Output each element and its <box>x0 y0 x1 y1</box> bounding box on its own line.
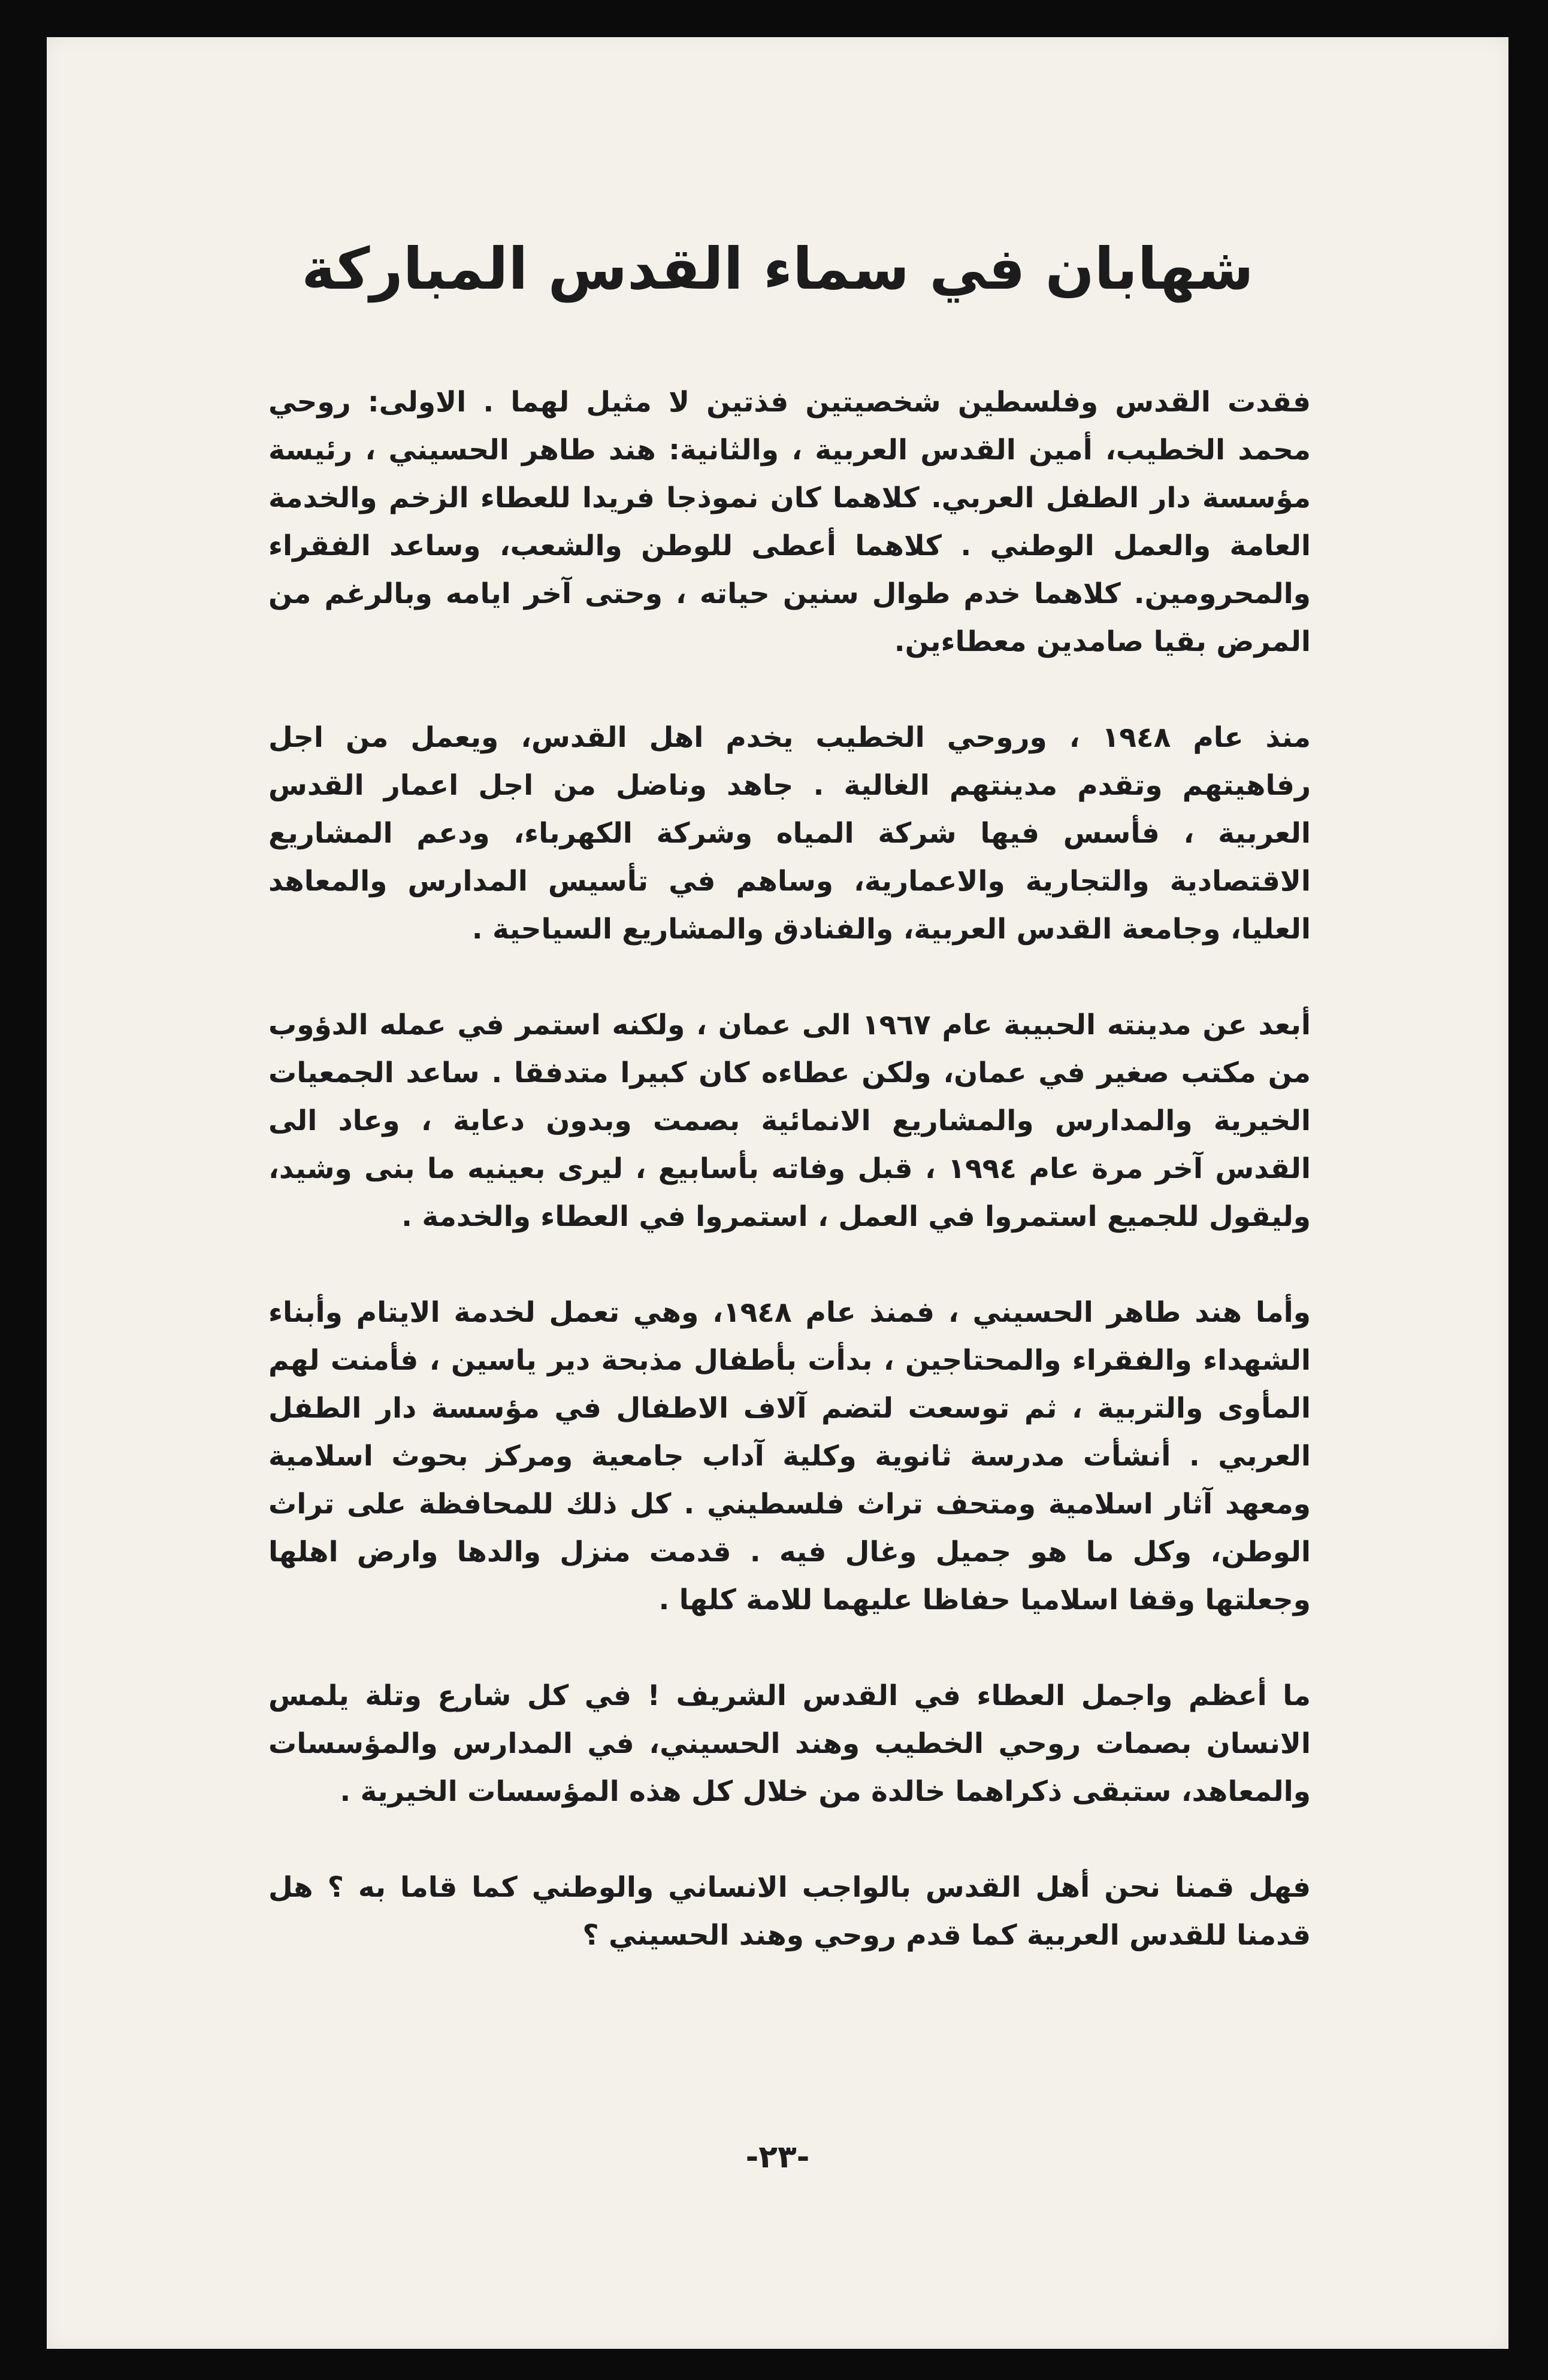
paragraph-5: ما أعظم واجمل العطاء في القدس الشريف ! في كل شارع وتلة يلمس الانسان بصمات روحي الخطيب وهند الحسيني، في المدارس والمؤسسات والمعاهد، ستبقى ذكراهما خالدة من خلال كل هذه المؤسسات الخيرية . <box>268 1679 1311 1808</box>
paragraph-6: فهل قمنا نحن أهل القدس بالواجب الانساني والوطني كما قاما به ؟ هل قدمنا للقدس العربية كما قدم روحي وهند الحسيني ؟ <box>268 1871 1311 1952</box>
paragraph-2: منذ عام ١٩٤٨ ، وروحي الخطيب يخدم اهل القدس، ويعمل من اجل رفاهيتهم وتقدم مدينتهم الغالية . جاهد وناضل من اجل اعمار القدس العربية ، فأسس فيها شركة المياه وشركة الكهرباء، ودعم المشاريع الاقتصادية والتجارية والاعمارية، وساهم في تأسيس المدارس والمعاهد العليا، وجامعة القدس العربية، والفنادق والمشاريع السياحية . <box>268 721 1311 946</box>
paragraph-1: فقدت القدس وفلسطين شخصيتين فذتين لا مثيل لهما . الاولى: روحي محمد الخطيب، أمين القدس العربية ، والثانية: هند طاهر الحسيني ، رئيسة مؤسسة دار الطفل العربي. كلاهما كان نموذجا فريدا للعطاء الزخم والخدمة العامة والعمل الوطني . كلاهما أعطى للوطن والشعب، وساعد الفقراء والمحرومين. كلاهما خدم طوال سنين حياته ، وحتى آخر ايامه وبالرغم من المرض بقيا صامدين معطاءين. <box>268 386 1311 658</box>
article-body <box>268 379 1311 2007</box>
page-number: -٢٣- <box>745 2139 810 2175</box>
document-page <box>47 37 1508 2349</box>
article-title: شهابان في سماء القدس المباركة <box>301 235 1254 302</box>
paragraph-3: أبعد عن مدينته الحبيبة عام ١٩٦٧ الى عمان ، ولكنه استمر في عمله الدؤوب من مكتب صغير في عمان، ولكن عطاءه كان كبيرا متدفقا . ساعد الجمعيات الخيرية والمدارس والمشاريع الانمائية بصمت وبدون دعاية ، وعاد الى القدس آخر مرة عام ١٩٩٤ ، قبل وفاته بأسابيع ، ليرى بعينيه ما بنى وشيد، وليقول للجميع استمروا في العمل ، استمروا في العطاء والخدمة . <box>268 1009 1311 1233</box>
paragraph-4: وأما هند طاهر الحسيني ، فمنذ عام ١٩٤٨، وهي تعمل لخدمة الايتام وأبناء الشهداء والفقراء والمحتاجين ، بدأت بأطفال مذبحة دير ياسين ، فأمنت لهم المأوى والتربية ، ثم توسعت لتضم آلاف الاطفال في مؤسسة دار الطفل العربي . أنشأت مدرسة ثانوية وكلية آداب جامعية ومركز بحوث اسلامية ومعهد آثار اسلامية ومتحف تراث فلسطيني . كل ذلك للمحافظة على تراث الوطن، وكل ما هو جميل وغال فيه . قدمت منزل والدها وارض اهلها وجعلتها وقفا اسلاميا حفاظا عليهما للامة كلها . <box>268 1296 1311 1616</box>
